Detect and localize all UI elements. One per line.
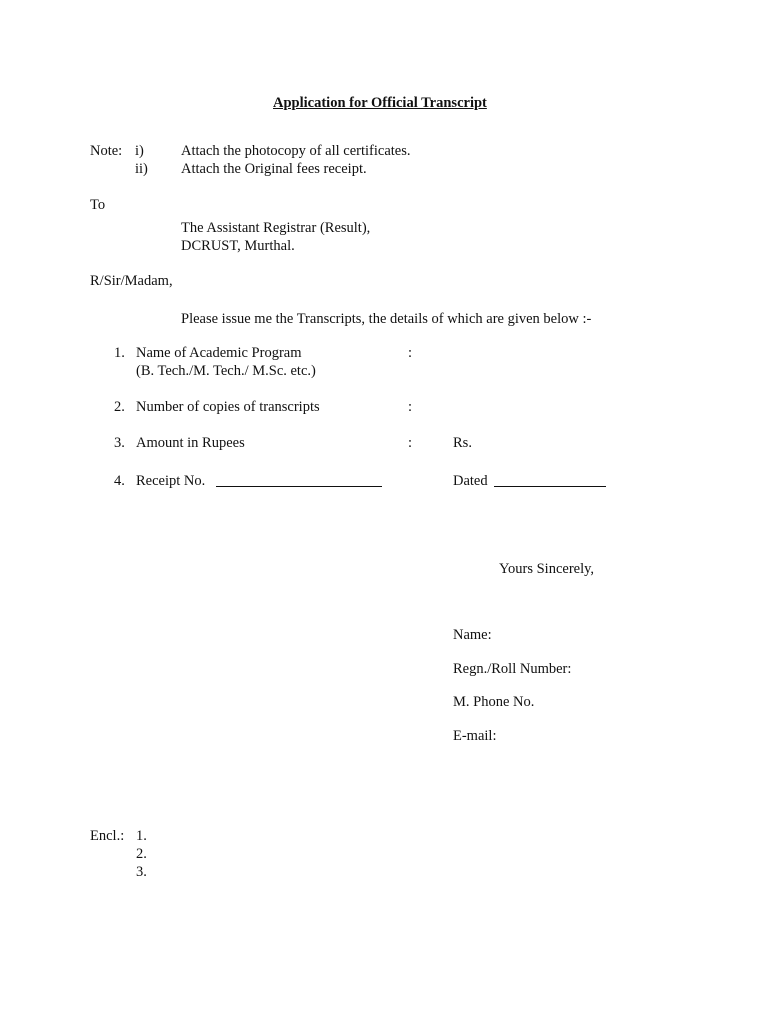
field-label: Number of copies of transcripts	[136, 399, 320, 415]
note-label: Note:	[90, 143, 123, 159]
field-colon: :	[408, 345, 413, 361]
note-item-marker: ii)	[135, 161, 148, 177]
field-label: Amount in Rupees	[136, 435, 245, 451]
signature-name: Name:	[453, 627, 492, 643]
receipt-number-blank[interactable]	[216, 474, 382, 487]
addressee-line: DCRUST, Murthal.	[181, 238, 295, 254]
field-label: Name of Academic Program	[136, 345, 302, 361]
enclosure-item: 2.	[136, 846, 147, 862]
dated-blank[interactable]	[494, 474, 606, 487]
field-label: Receipt No.	[136, 473, 206, 489]
signature-email: E-mail:	[453, 728, 497, 744]
field-number: 2.	[114, 399, 125, 415]
enclosure-item: 1.	[136, 828, 147, 844]
signature-regn: Regn./Roll Number:	[453, 661, 572, 677]
note-item-marker: i)	[135, 143, 144, 159]
amount-currency: Rs.	[453, 435, 472, 451]
addressee-line: The Assistant Registrar (Result),	[181, 220, 371, 236]
to-label: To	[90, 197, 106, 213]
enclosures-label: Encl.:	[90, 828, 125, 844]
field-number: 1.	[114, 345, 125, 361]
field-number: 3.	[114, 435, 125, 451]
note-item-text: Attach the photocopy of all certificates.	[181, 143, 411, 159]
field-sublabel: (B. Tech./M. Tech./ M.Sc. etc.)	[136, 363, 316, 379]
page-title: Application for Official Transcript	[273, 95, 487, 111]
field-colon: :	[408, 435, 413, 451]
body-text: Please issue me the Transcripts, the details of which are given below :-	[181, 311, 592, 327]
closing: Yours Sincerely,	[499, 561, 595, 577]
signature-phone: M. Phone No.	[453, 694, 535, 710]
field-colon: :	[408, 399, 413, 415]
field-number: 4.	[114, 473, 125, 489]
salutation: R/Sir/Madam,	[90, 273, 173, 289]
dated-label: Dated	[453, 473, 488, 489]
note-item-text: Attach the Original fees receipt.	[181, 161, 367, 177]
enclosure-item: 3.	[136, 864, 147, 880]
